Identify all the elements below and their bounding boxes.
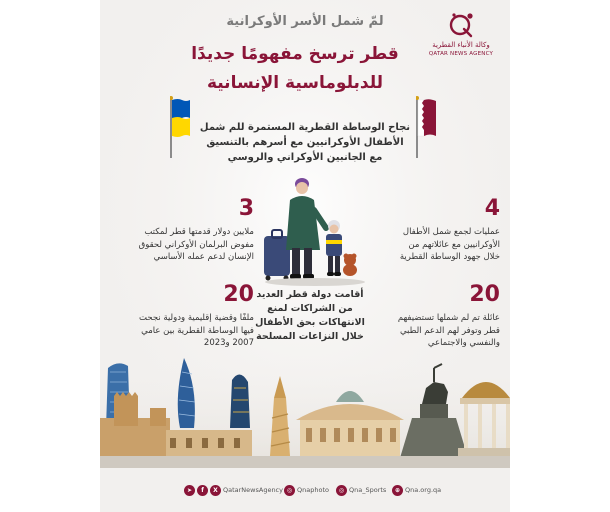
stat-mediation-line-2: فيها الوساطة القطرية بين عامي (141, 325, 254, 336)
stat-mediation-text (114, 312, 254, 350)
globe-icon: ⊕ (392, 485, 403, 496)
headline-line-2: للدبلوماسية الإنسانية (206, 73, 384, 93)
intro-line-3: مع الجانبين الأوكراني والروسي (227, 152, 383, 163)
social-handle-main[interactable]: ➤ f X QatarNewsAgency (184, 484, 283, 496)
instagram-icon: ◎ (336, 485, 347, 496)
landmarks-skyline-illustration (100, 358, 510, 468)
center-note-line-3: الانتهاكات بحق الأطفال (255, 317, 365, 328)
facebook-icon: f (197, 485, 208, 496)
center-note-line-4: خلال النزاعات المسلحة (256, 331, 364, 342)
center-note (240, 288, 380, 344)
intro-paragraph (192, 120, 418, 165)
instagram-icon: ◎ (284, 485, 295, 496)
headline-line-1: قطر ترسخ مفهومًا جديدًا (191, 44, 399, 64)
stat-families-line-3: والنفسي والاجتماعي (427, 338, 500, 348)
footer-social-bar (100, 468, 510, 512)
qatar-flag-icon (416, 96, 436, 158)
stat-families-text (362, 312, 500, 350)
agency-name-english: QATAR NEWS AGENCY (428, 51, 494, 57)
stat-funding-line-2: مفوض البرلمان الأوكراني لحقوق (138, 239, 254, 250)
stat-reunions-line-1: عمليات لجمع شمل الأطفال (402, 227, 500, 237)
stat-reunions-line-3: خلال جهود الوساطة القطرية (399, 252, 500, 262)
social-handle-photo[interactable]: ◎ Qnaphoto (284, 484, 329, 496)
ukraine-flag-icon (170, 96, 190, 158)
stat-mediation-line-3: 2007 و2023 (203, 338, 254, 348)
stat-reunions-text (362, 226, 500, 264)
telegram-icon: ➤ (184, 485, 195, 496)
stat-mediation-number: 20 (223, 282, 254, 307)
center-note-line-2: من الشراكات لمنع (267, 303, 353, 314)
infographic-poster (100, 0, 510, 512)
website-link[interactable]: ⊕ Qna.org.qa (392, 484, 441, 496)
stat-families-line-2: قطر وتوفر لهم الدعم الطبي (399, 325, 500, 336)
intro-line-1: نجاح الوساطة القطرية المستمرة للم شمل (199, 122, 411, 133)
stat-reunions-line-2: الأوكرانيين مع عائلاتهم من (408, 239, 500, 250)
x-icon: X (210, 485, 221, 496)
mother-child-illustration (250, 170, 380, 290)
stat-families-line-1: عائلة تم لم شملها تستضيفهم (397, 313, 500, 323)
kicker-title: لمّ شمل الأسر الأوكرانية (226, 14, 384, 29)
stat-funding-line-1: ملايين دولار قدمتها قطر لمكتب (144, 227, 254, 237)
stat-families-number: 20 (469, 282, 500, 307)
stat-mediation-line-1: ملفًا وقضية إقليمية ودولية نجحت (139, 313, 254, 323)
social-handle-sports[interactable]: ◎ Qna_Sports (336, 484, 386, 496)
center-note-line-1: أقامت دولة قطر العديد (256, 289, 364, 300)
intro-line-2: الأطفال الأوكرانيين مع أسرهم بالتنسيق (206, 137, 404, 148)
stat-funding-text (114, 226, 254, 264)
stat-reunions-number: 4 (484, 196, 500, 221)
qna-logo-icon (446, 10, 476, 40)
agency-name-arabic: وكالة الأنباء القطرية (432, 41, 490, 49)
qna-logo (422, 10, 500, 62)
stat-funding-line-3: الإنسان لدعم عمله الأساسي (153, 252, 254, 262)
stat-funding-number: 3 (238, 196, 254, 221)
